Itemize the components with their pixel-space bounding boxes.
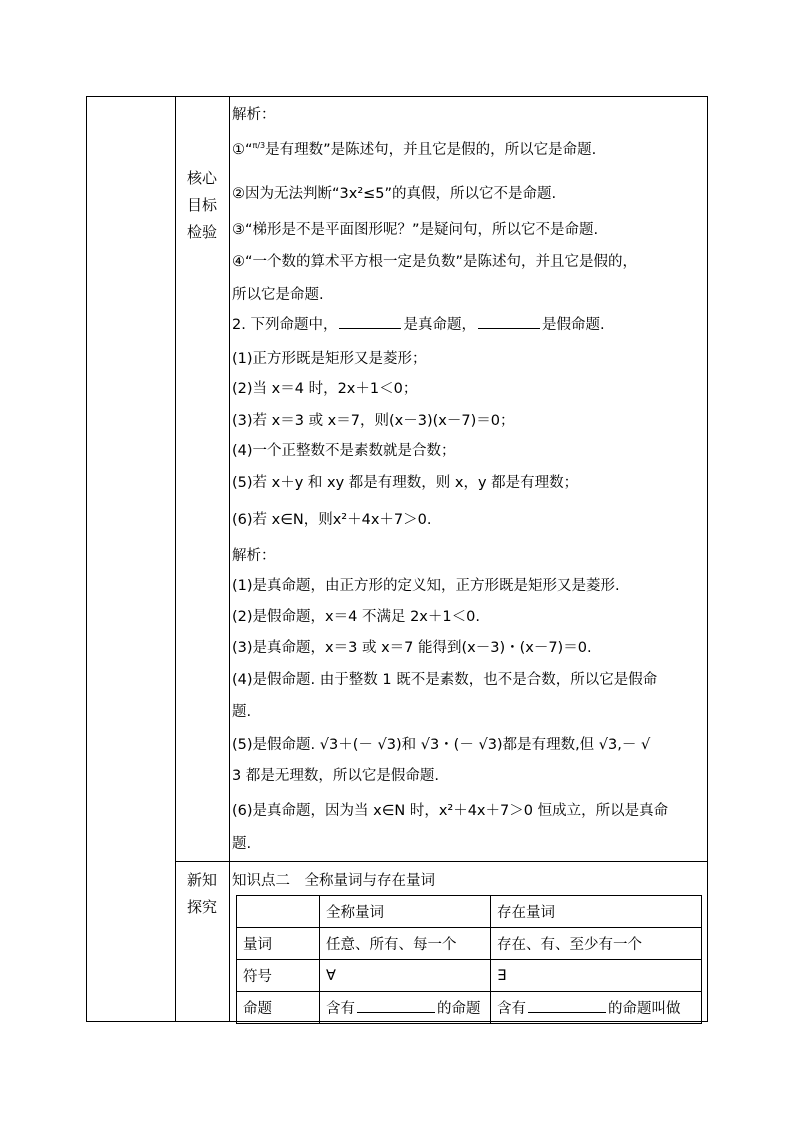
quantifier-table bbox=[236, 895, 702, 1023]
table-row bbox=[237, 960, 702, 992]
question2-item4: (4)一个正整数不是素数就是合数； bbox=[232, 443, 456, 459]
analysis2-a5-line1: (5)是假命题. √3＋(－ √3)和 √3・(－ √3)都是有理数,但 √3,－ √ bbox=[232, 737, 651, 753]
analysis2-a1: (1)是真命题，由正方形的定义知，正方形既是矩形又是菱形. bbox=[232, 578, 620, 594]
existential-cell: 含有 的命题叫做 bbox=[491, 992, 702, 1024]
table-header-cell bbox=[237, 896, 320, 928]
existential-symbol: ∃ bbox=[491, 960, 702, 992]
core-content bbox=[232, 97, 706, 861]
section-divider bbox=[175, 861, 707, 862]
existential-cell: 存在、有、至少有一个 bbox=[491, 928, 702, 960]
question2-item1: (1)正方形既是矩形又是菱形； bbox=[232, 351, 427, 367]
table-row bbox=[237, 992, 702, 1024]
row-label: 命题 bbox=[237, 992, 320, 1024]
row-label: 符号 bbox=[237, 960, 320, 992]
table-header-cell: 全称量词 bbox=[320, 896, 491, 928]
analysis1-title: 解析： bbox=[232, 107, 276, 123]
analysis2-a2: (2)是假命题，x＝4 不满足 2x＋1＜0. bbox=[232, 609, 480, 625]
table-row bbox=[237, 928, 702, 960]
universal-symbol: ∀ bbox=[320, 960, 491, 992]
analysis2-a3: (3)是真命题，x＝3 或 x＝7 能得到(x－3)・(x－7)＝0. bbox=[232, 640, 592, 656]
row-label: 量词 bbox=[237, 928, 320, 960]
analysis1-item2: ②因为无法判断“3x²≤5”的真假，所以它不是命题. bbox=[232, 186, 557, 202]
analysis2-a4-line1: (4)是假命题. 由于整数 1 既不是素数，也不是合数，所以它是假命 bbox=[232, 672, 658, 688]
lesson-table: 核心 目标 检验 新知 探究 解析： ①“$^{\pi/3}$是有理数”是陈述句，并且它是假的，所以它是命题. ②因为无法判断“3x²≤5”的真假，所以它不是命题. ③“梯形是不是平面图形呢？”是疑问句，所以它不是命题. ④“一个数的算术平方根一定是负数”是陈述句，并且它是假的， 所以它是命题. 2. 下列命题中， 是真命题， 是假命题. (1)正方形既是矩形又是菱形； (2)当 x＝4 时，2x＋1＜0； (3)若 x＝3 或 x＝7，则(x－3)(x－7)＝0； (4)一个正整数不是素数就是合数； (5)若 x＋y 和 xy 都是有理数，则 x，y 都是有理数； (6)若 x∈N，则x²＋4x＋7＞0. 解析： (1)是真命题，由正方形的定义知，正方形既是矩形又是菱形. (2)是假命题，x＝4 不满足 2x＋1＜0. (3)是真命题，x＝3 或 x＝7 能得到(x－3)・(x－7)＝0. (4)是假命题. 由于整数 1 既不是素数，也不是合数，所以它是假命 题. (5)是假命题. √3＋(－ √3)和 √3・(－ √3)都是有理数,但 √3,－ √ 3 都是无理数，所以它是假命题. (6)是真命题，因为当 x∈N 时，x²＋4x＋7＞0 恒成立，所以是真命 题. 知识点二 全称量词与存在量词 全称量词 存在量词 量词 任意、所有、每一个 存在、有、至少有一个 符号 ∀ ∃ 命题 含有 的命题 含有 的命题叫做 bbox=[86, 96, 708, 1022]
analysis2-a4-line2: 题. bbox=[232, 704, 252, 720]
analysis1-item1: ①“$^{\pi/3}$是有理数”是陈述句，并且它是假的，所以它是命题. bbox=[232, 141, 597, 158]
answer-blank-true bbox=[339, 316, 401, 329]
answer-blank-existential bbox=[528, 1000, 606, 1013]
analysis1-item3: ③“梯形是不是平面图形呢？”是疑问句，所以它不是命题. bbox=[232, 222, 599, 238]
question2-stem: 2. 下列命题中， 是真命题， 是假命题. bbox=[232, 317, 605, 333]
question2-item3: (3)若 x＝3 或 x＝7，则(x－3)(x－7)＝0； bbox=[232, 413, 515, 429]
analysis2-a6-line1: (6)是真命题，因为当 x∈N 时，x²＋4x＋7＞0 恒成立，所以是真命 bbox=[232, 803, 669, 819]
column-divider-2 bbox=[229, 97, 230, 1021]
analysis1-item4-line2: 所以它是命题. bbox=[232, 287, 324, 303]
question2-item2: (2)当 x＝4 时，2x＋1＜0； bbox=[232, 381, 418, 397]
universal-cell: 含有 的命题 bbox=[320, 992, 491, 1024]
analysis2-a5-line2: 3 都是无理数，所以它是假命题. bbox=[232, 768, 439, 784]
analysis1-item4-line1: ④“一个数的算术平方根一定是负数”是陈述句，并且它是假的， bbox=[232, 254, 638, 270]
answer-blank-universal bbox=[357, 1000, 435, 1013]
answer-blank-false bbox=[478, 316, 540, 329]
table-header-cell: 存在量词 bbox=[491, 896, 702, 928]
section-label-new: 新知 探究 bbox=[186, 871, 217, 916]
section-label-core: 核心 目标 检验 bbox=[186, 169, 217, 241]
pi-over-3: π/3 bbox=[252, 141, 266, 151]
universal-cell: 任意、所有、每一个 bbox=[320, 928, 491, 960]
table-header-row bbox=[237, 896, 702, 928]
analysis2-a6-line2: 题. bbox=[232, 836, 252, 852]
question2-item6: (6)若 x∈N，则x²＋4x＋7＞0. bbox=[232, 512, 432, 528]
question2-item5: (5)若 x＋y 和 xy 都是有理数，则 x，y 都是有理数； bbox=[232, 475, 579, 491]
analysis2-title: 解析： bbox=[232, 548, 276, 564]
